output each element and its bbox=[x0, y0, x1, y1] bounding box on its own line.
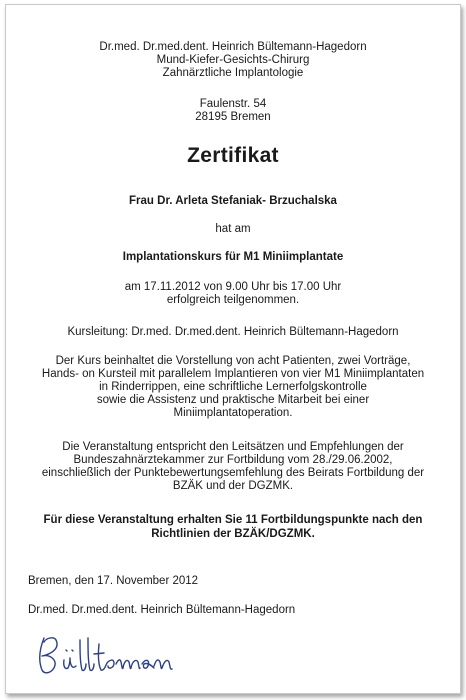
description-line: sowie die Assistenz und praktische Mitarbeit bei einer bbox=[96, 394, 370, 406]
letterhead-field: Zahnärztliche Implantologie bbox=[162, 67, 304, 79]
points-line: Richtlinien der BZÄK/DGZMK. bbox=[151, 528, 315, 540]
letterhead-specialty: Mund-Kiefer-Gesichts-Chirurg bbox=[156, 54, 310, 66]
place-and-date: Bremen, den 17. November 2012 bbox=[28, 575, 199, 587]
address-street: Faulenstr. 54 bbox=[199, 98, 267, 110]
description-line: in Rinderrippen, eine schriftliche Lernerfolgskontrolle bbox=[99, 381, 367, 393]
course-date-line: am 17.11.2012 von 9.00 Uhr bis 17.00 Uhr bbox=[124, 281, 342, 293]
certificate-page bbox=[5, 4, 461, 694]
hat-am-text: hat am bbox=[215, 223, 251, 235]
course-name: Implantationskurs für M1 Miniimplantate bbox=[122, 251, 344, 263]
event-accreditation-text bbox=[6, 441, 460, 493]
course-lead: Kursleitung: Dr.med. Dr.med.dent. Heinrich Bültemann-Hagedorn bbox=[67, 326, 399, 338]
completion-line: erfolgreich teilgenommen. bbox=[166, 294, 300, 306]
description-line: Miniimplantatoperation. bbox=[173, 407, 293, 419]
letterhead bbox=[6, 41, 460, 80]
description-line: Hands- on Kursteil mit parallelem Implantieren von vier M1 Miniimplantaten bbox=[41, 368, 425, 380]
recipient-name: Frau Dr. Arleta Stefaniak- Brzuchalska bbox=[129, 195, 337, 207]
address-city: 28195 Bremen bbox=[195, 111, 271, 123]
event-line: Die Veranstaltung entspricht den Leitsätzen und Empfehlungen der bbox=[62, 441, 404, 453]
signer-name: Dr.med. Dr.med.dent. Heinrich Bültemann-Hagedorn bbox=[28, 604, 296, 616]
points-line: Für diese Veranstaltung erhalten Sie 11 Fortbildungspunkte nach den bbox=[43, 514, 423, 526]
event-line: BZÄK und der DGZMK. bbox=[172, 480, 294, 492]
event-line: einschließlich der Punktebewertungsemfehlung des Beirats Fortbildung der bbox=[41, 467, 425, 479]
course-date bbox=[6, 281, 460, 307]
event-line: Bundeszahnärztekammer zur Fortbildung vom 28./29.06.2002, bbox=[73, 454, 393, 466]
description-line: Der Kurs beinhaltet die Vorstellung von acht Patienten, zwei Vorträge, bbox=[55, 355, 411, 367]
handwritten-signature bbox=[30, 630, 180, 680]
address-block bbox=[6, 98, 460, 124]
letterhead-doctor-name: Dr.med. Dr.med.dent. Heinrich Bültemann-Hagedorn bbox=[99, 41, 367, 53]
certificate-title: Zertifikat bbox=[187, 144, 279, 167]
course-description bbox=[6, 355, 460, 420]
training-points-text bbox=[6, 513, 460, 541]
